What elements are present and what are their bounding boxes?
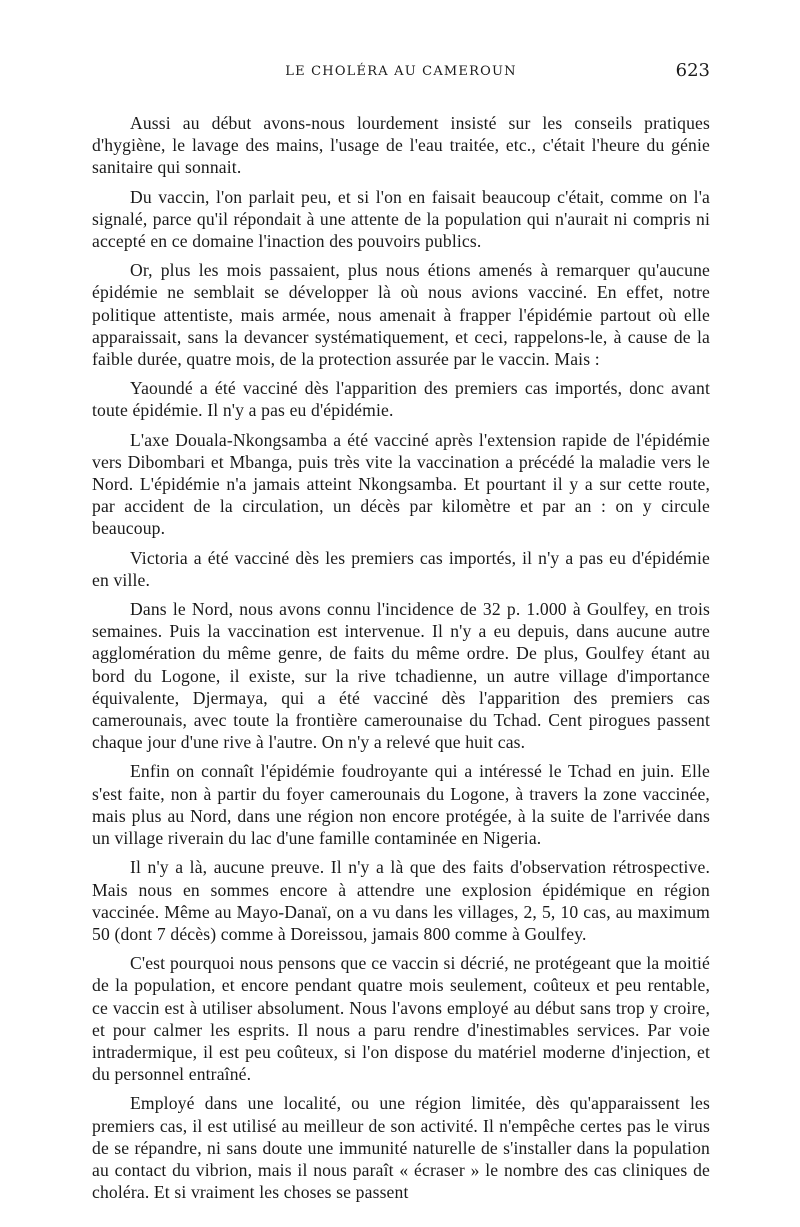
paragraph: Victoria a été vacciné dès les premiers cas importés, il n'y a pas eu d'épidémie en ville. bbox=[92, 547, 710, 590]
paragraph: L'axe Douala-Nkongsamba a été vacciné après l'extension rapide de l'épidémie vers Dibombari et Mbanga, puis très vite la vaccination a précédé la maladie vers le Nord. L'épidémie n'a jamais atteint Nkongsamba. Et pourtant il y a sur cette route, par accident de la circulation, un décès par kilomètre et par an : on y circule beaucoup. bbox=[92, 429, 710, 539]
paragraph: Yaoundé a été vacciné dès l'apparition des premiers cas importés, donc avant toute épidémie. Il n'y a pas eu d'épidémie. bbox=[92, 378, 710, 421]
paragraph: Du vaccin, l'on parlait peu, et si l'on en faisait beaucoup c'était, comme on l'a signalé, parce qu'il répondait à une attente de la population qui n'aurait ni compris ni accepté en ce domaine l'inaction des pouvoirs publics. bbox=[92, 186, 710, 252]
paragraph: Il n'y a là, aucune preuve. Il n'y a là que des faits d'observation rétrospective. Mais nous en sommes encore à attendre une explosion épidémique en région vaccinée. Même au Mayo-Danaï, on a vu dans les villages, 2, 5, 10 cas, au maximum 50 (dont 7 décès) comme à Doreissou, jamais 800 comme à Goulfey. bbox=[92, 857, 710, 944]
book-page bbox=[92, 58, 710, 1210]
page-number: 623 bbox=[675, 60, 710, 81]
running-title: LE CHOLÉRA AU CAMEROUN bbox=[285, 64, 517, 79]
paragraph: Aussi au début avons-nous lourdement insisté sur les conseils pratiques d'hygiène, le lavage des mains, l'usage de l'eau traitée, etc., c'était l'heure du génie sanitaire qui sonnait. bbox=[92, 113, 710, 178]
paragraph: Or, plus les mois passaient, plus nous étions amenés à remarquer qu'aucune épidémie ne semblait se développer là où nous avions vacciné. En effet, notre politique attentiste, mais armée, nous amenait à frapper l'épidémie partout où elle apparaissait, sans la devancer systématiquement, et ceci, rappelons-le, à cause de la faible durée, quatre mois, de la protection assurée par le vaccin. Mais : bbox=[92, 260, 710, 370]
paragraph: Dans le Nord, nous avons connu l'incidence de 32 p. 1.000 à Goulfey, en trois semaines. Puis la vaccination est intervenue. Il n'y a eu depuis, dans aucune autre agglomération du même genre, de faits du même ordre. De plus, Goulfey étant au bord du Logone, il existe, sur la rive tchadienne, un autre village d'importance équivalente, Djermaya, qui a été vacciné dès l'apparition des premiers cas camerounais, avec toute la frontière camerounaise du Tchad. Cent pirogues passent chaque jour d'une rive à l'autre. On n'y a relevé que huit cas. bbox=[92, 599, 710, 753]
paragraph: Enfin on connaît l'épidémie foudroyante qui a intéressé le Tchad en juin. Elle s'est faite, non à partir du foyer camerounais du Logone, à travers la zone vaccinée, mais plus au Nord, dans une région non encore protégée, à la suite de l'arrivée dans un village riverain du lac d'une famille contaminée en Nigeria. bbox=[92, 761, 710, 849]
body-text bbox=[92, 112, 710, 1203]
paragraph: C'est pourquoi nous pensons que ce vaccin si décrié, ne protégeant que la moitié de la population, et encore pendant quatre mois seulement, coûteux et peu rentable, ce vaccin est à utiliser absolument. Nous l'avons employé au début sans trop y croire, et pour calmer les esprits. Il nous a paru rendre d'inestimables services. Par voie intradermique, il est peu coûteux, si l'on dispose du matériel moderne d'injection, et du personnel entraîné. bbox=[92, 953, 710, 1085]
running-header bbox=[92, 58, 710, 88]
paragraph: Employé dans une localité, ou une région limitée, dès qu'apparaissent les premiers cas, il est utilisé au meilleur de son activité. Il n'empêche certes pas le virus de se répandre, ni sans doute une immunité naturelle de s'installer dans la population au contact du vibrion, mais il nous paraît « écraser » le nombre des cas cliniques de choléra. Et si vraiment les choses se passent bbox=[92, 1093, 710, 1203]
